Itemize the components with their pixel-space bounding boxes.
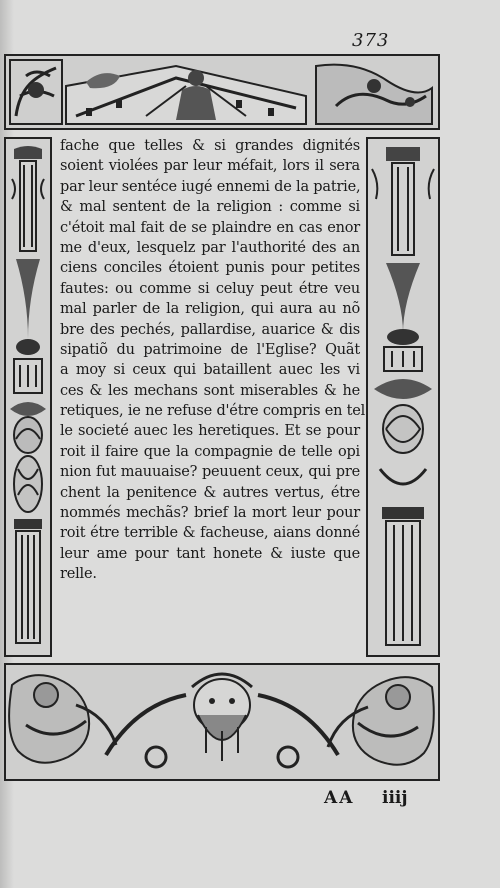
woodcut-border-right: [366, 137, 440, 657]
woodcut-border-left: [4, 137, 52, 657]
text-line: relle.: [60, 566, 97, 583]
text-line: chent la penitence & autres vertus, étre: [60, 484, 360, 501]
text-line: nommés mechãs? brief la mort leur pour: [60, 505, 360, 522]
signature-mark: AA: [324, 788, 355, 808]
text-line: c'étoit mal fait de se plaindre en cas enor: [60, 219, 360, 236]
text-line: par leur sentéce iugé ennemi de la patrie,: [60, 178, 361, 195]
text-line: & mal sentent de la religion : comme si: [60, 199, 360, 216]
text-line: mal parler de la religion, qui aura au nõ: [60, 301, 360, 318]
text-line: nion fut mauuaise? peuuent ceux, qui pre: [60, 464, 360, 481]
text-line: fautes: ou comme si celuy peut étre veu: [60, 280, 360, 297]
text-line: ces & les mechans sont miserables & he: [60, 382, 360, 399]
woodcut-border-top: [4, 54, 440, 130]
text-line: me d'eux, lesquelz par l'authorité des an: [60, 239, 360, 256]
text-line: leur ame pour tant honete & iuste que: [60, 545, 360, 562]
text-line: soient violées par leur méfait, lors il sera: [60, 158, 360, 175]
text-line: roit étre terrible & facheuse, aians donné: [60, 525, 360, 542]
text-line: ciens conciles étoient punis pour petites: [60, 260, 360, 277]
text-line: a moy si ceux qui bataillent auec les vi: [60, 362, 360, 379]
woodcut-border-bottom: [4, 663, 440, 781]
page-number: 373: [352, 30, 390, 51]
text-line: fache que telles & si grandes dignités: [60, 138, 360, 154]
text-line: le societé auec les heretiques. Et se pour: [60, 423, 360, 440]
text-line: roit il faire que la compagnie de telle opi: [60, 443, 360, 460]
folio-number: iiij: [382, 788, 408, 808]
text-line: sipatiõ du patrimoine de l'Eglise? Quãt: [60, 341, 360, 358]
text-line: bre des pechés, pallardise, auarice & dis: [60, 321, 360, 338]
body-text: [60, 136, 366, 585]
text-line: retiques, ie ne refuse d'étre compris en tel: [60, 403, 366, 420]
